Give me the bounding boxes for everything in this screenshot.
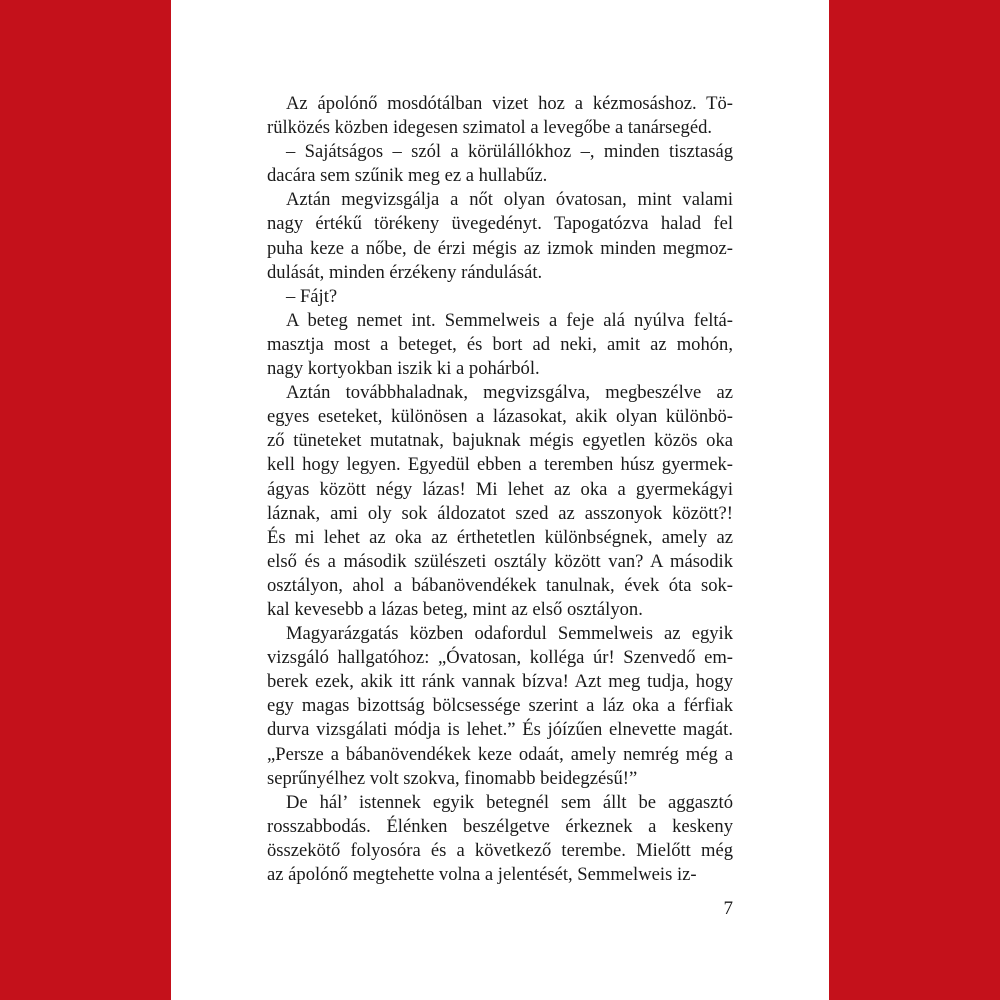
- paragraph-line: kell hogy legyen. Egyedül ebben a teremben húsz gyermek-: [267, 454, 733, 476]
- paragraph-line: dacára sem szűnik meg ez a hullabűz.: [267, 165, 548, 187]
- paragraph-first-line: Aztán megvizsgálja a nőt olyan óvatosan, mint valami: [286, 189, 733, 211]
- paragraph-line: dulását, minden érzékeny rándulását.: [267, 261, 543, 283]
- paragraph-line: egy magas bizottság bölcsessége szerint a láz oka a férfiak: [267, 695, 733, 717]
- paragraph-line: durva vizsgálati módja is lehet.” És jóízűen elnevette magát.: [267, 719, 733, 741]
- paragraph-line: És mi lehet az oka az érthetetlen különbségnek, amely az: [267, 526, 733, 548]
- paragraph-line: kal kevesebb a lázas beteg, mint az első osztályon.: [267, 598, 643, 620]
- paragraph-line: masztja most a beteget, és bort ad neki, amit az mohón,: [267, 333, 733, 355]
- paragraph-line: „Persze a bábanövendékek keze odaát, amely nemrég még a: [267, 743, 733, 765]
- paragraph-line: osztályon, ahol a bábanövendékek tanulnak, évek óta sok-: [267, 574, 733, 596]
- paragraph-first-line: – Sajátságos – szól a körülállókhoz –, minden tisztaság: [286, 141, 733, 163]
- paragraph-line: nagy értékű törékeny üvegedényt. Tapogatózva halad fel: [267, 213, 733, 235]
- paragraph-first-line: Aztán továbbhaladnak, megvizsgálva, megbeszélve az: [286, 382, 733, 404]
- paragraph-line: puha keze a nőbe, de érzi mégis az izmok minden megmoz-: [267, 237, 733, 259]
- paragraph-line: összekötő folyosóra és a következő terembe. Mielőtt még: [267, 839, 733, 861]
- paragraph-line: első és a második szülészeti osztály között van? A második: [267, 550, 733, 572]
- paragraph-first-line: A beteg nemet int. Semmelweis a feje alá nyúlva feltá-: [286, 309, 733, 331]
- paragraph-line: ágyas között négy lázas! Mi lehet az oka a gyermekágyi: [267, 478, 733, 500]
- paragraph-line: rülközés közben idegesen szimatol a levegőbe a tanársegéd.: [267, 117, 713, 139]
- paragraph-line: ző tüneteket mutatnak, bajuknak mégis egyetlen közös oka: [267, 430, 733, 452]
- paragraph-first-line: De hál’ istennek egyik betegnél sem állt be aggasztó: [286, 791, 733, 813]
- paragraph-line: az ápolónő megtehette volna a jelentését, Semmelweis iz-: [267, 864, 697, 885]
- paragraph-first-line: Az ápolónő mosdótálban vizet hoz a kézmosáshoz. Tö-: [286, 93, 733, 114]
- paragraph-first-line: – Fájt?: [286, 285, 338, 307]
- paragraph-first-line: Magyarázgatás közben odafordul Semmelweis az egyik: [286, 623, 733, 645]
- paragraph-line: rosszabbodás. Élénken beszélgetve érkeznek a keskeny: [267, 815, 733, 837]
- paragraph-line: berek ezek, akik itt ránk vannak bízva! Azt meg tudja, hogy: [267, 671, 733, 693]
- paragraph-line: nagy kortyokban iszik ki a pohárból.: [267, 358, 540, 380]
- body-text: [267, 92, 733, 887]
- paragraph-line: egyes eseteket, különösen a lázasokat, akik olyan különbö-: [267, 406, 733, 428]
- page-number: 7: [723, 898, 733, 919]
- paragraph-line: láznak, ami oly sok áldozatot szed az asszonyok között?!: [267, 502, 733, 524]
- paragraph-line: seprűnyélhez volt szokva, finomabb beidegzésű!”: [267, 767, 638, 789]
- paragraph-line: vizsgáló hallgatóhoz: „Óvatosan, kolléga úr! Szenvedő em-: [267, 647, 733, 669]
- book-page: [171, 0, 829, 1000]
